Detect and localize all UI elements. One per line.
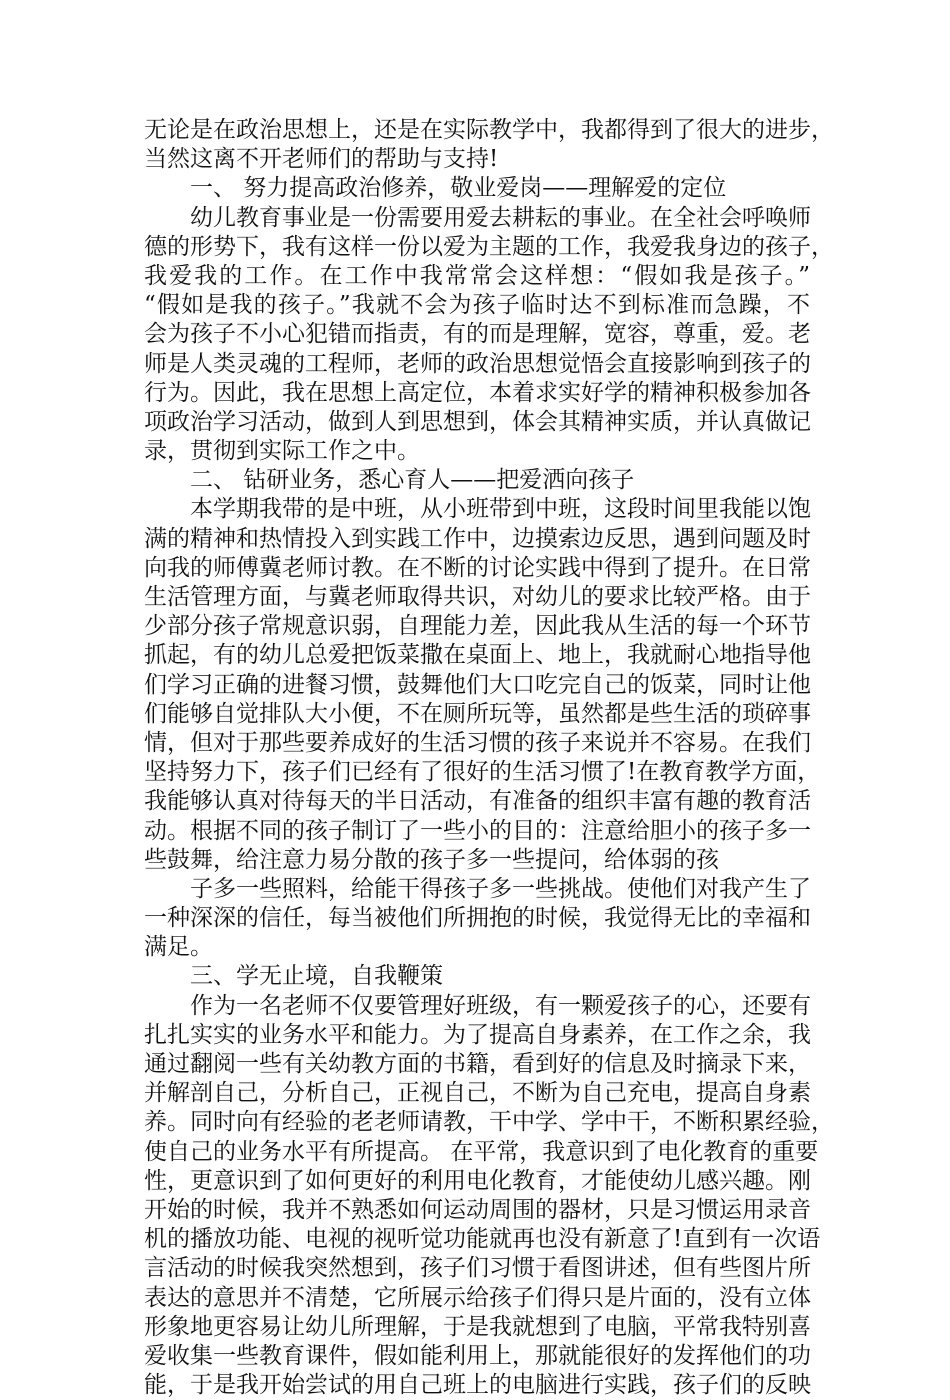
text-line: 们能够自觉排队大小便，不在厕所玩等，虽然都是些生活的琐碎事 (144, 700, 811, 727)
text-line: 幼儿教育事业是一份需要用爱去耕耘的事业。在全社会呼唤师 (190, 204, 811, 231)
text-line: 作为一名老师不仅要管理好班级，有一颗爱孩子的心，还要有 (190, 992, 811, 1019)
text-line: 们学习正确的进餐习惯，鼓舞他们大口吃完自己的饭菜，同时让他 (144, 671, 811, 698)
text-line: 形象地更容易让幼儿所理解，于是我就想到了电脑，平常我特别喜 (144, 1313, 811, 1340)
text-line: 子多一些照料，给能干得孩子多一些挑战。使他们对我产生了 (190, 875, 811, 902)
text-line: 德的形势下，我有这样一份以爱为主题的工作，我爱我身边的孩子， (144, 233, 834, 260)
text-line: 情，但对于那些要养成好的生活习惯的孩子来说并不容易。在我们 (144, 729, 811, 756)
text-line: 录，贯彻到实际工作之中。 (144, 438, 420, 465)
text-line: 些鼓舞，给注意力易分散的孩子多一些提问，给体弱的孩 (144, 846, 719, 873)
text-line: 机的播放功能、电视的视听觉功能就再也没有新意了!直到有一次语 (144, 1226, 821, 1253)
text-line: 本学期我带的是中班，从小班带到中班，这段时间里我能以饱 (190, 496, 811, 523)
text-line: 一种深深的信任，每当被他们所拥抱的时候，我觉得无比的幸福和 (144, 905, 811, 932)
text-line: 我能够认真对待每天的半日活动，有准备的组织丰富有趣的教育活 (144, 788, 811, 815)
text-line: 并解剖自己，分析自己，正视自己，不断为自己充电，提高自身素 (144, 1080, 811, 1107)
text-line: 满的精神和热情投入到实践工作中，边摸索边反思，遇到问题及时 (144, 525, 811, 552)
text-line: 满足。 (144, 934, 213, 961)
text-line: 坚持努力下，孩子们已经有了很好的生活习惯了!在教育教学方面， (144, 759, 821, 786)
text-line: 当然这离不开老师们的帮助与支持! (144, 146, 499, 173)
text-line: 抓起，有的幼儿总爱把饭菜撒在桌面上、地上，我就耐心地指导他 (144, 642, 811, 669)
text-line: 养。同时向有经验的老老师请教，干中学、学中干，不断积累经验， (144, 1109, 834, 1136)
text-line: 项政治学习活动，做到人到思想到，体会其精神实质，并认真做记 (144, 408, 811, 435)
text-line: 无论是在政治思想上，还是在实际教学中，我都得到了很大的进步， (144, 117, 834, 143)
text-line: 爱收集一些教育课件，假如能利用上，那就能很好的发挥他们的功 (144, 1342, 811, 1369)
section-heading: 二、 钻研业务，悉心育人——把爱洒向孩子 (190, 467, 635, 494)
text-line: 师是人类灵魂的工程师，老师的政治思想觉悟会直接影响到孩子的 (144, 350, 811, 377)
section-heading: 一、 努力提高政治修养，敬业爱岗——理解爱的定位 (190, 175, 727, 202)
text-line: 通过翻阅一些有关幼教方面的书籍，看到好的信息及时摘录下来， (144, 1051, 811, 1077)
text-line: 开始的时候，我并不熟悉如何运动周围的器材，只是习惯运用录音 (144, 1196, 811, 1223)
text-line: 性，更意识到了如何更好的利用电化教育，才能使幼儿感兴趣。刚 (144, 1167, 811, 1194)
text-line: 动。根据不同的孩子制订了一些小的目的：注意给胆小的孩子多一 (144, 817, 811, 844)
section-heading: 三、学无止境，自我鞭策 (190, 963, 443, 990)
text-line: “假如是我的孩子。”我就不会为孩子临时达不到标准而急躁，不 (144, 292, 810, 319)
text-line: 言活动的时候我突然想到，孩子们习惯于看图讲述，但有些图片所 (144, 1255, 811, 1282)
text-line: 能，于是我开始尝试的用自己班上的电脑进行实践，孩子们的反映 (144, 1372, 811, 1399)
text-line: 使自己的业务水平有所提高。 在平常，我意识到了电化教育的重要 (144, 1138, 819, 1165)
text-line: 少部分孩子常规意识弱，自理能力差，因此我从生活的每一个环节 (144, 613, 811, 640)
text-line: 表达的意思并不清楚，它所展示给孩子们得只是片面的，没有立体 (144, 1284, 811, 1311)
text-line: 生活管理方面，与冀老师取得共识，对幼儿的要求比较严格。由于 (144, 584, 811, 610)
document-body (144, 116, 834, 1400)
text-line: 会为孩子不小心犯错而指责，有的而是理解，宽容，尊重，爱。老 (144, 321, 811, 348)
text-line: 扎扎实实的业务水平和能力。为了提高自身素养，在工作之余，我 (144, 1021, 811, 1048)
text-line: 向我的师傅冀老师讨教。在不断的讨论实践中得到了提升。在日常 (144, 554, 811, 581)
text-line: 我爱我的工作。在工作中我常常会这样想：“假如我是孩子。” (144, 262, 810, 289)
text-line: 行为。因此，我在思想上高定位，本着求实好学的精神积极参加各 (144, 379, 811, 406)
